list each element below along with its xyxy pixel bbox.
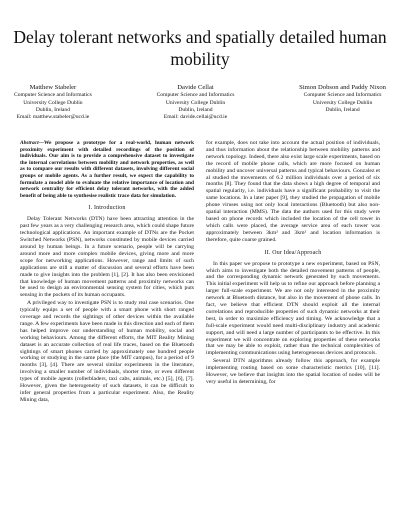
author-name: Simon Dobson and Paddy Nixon bbox=[299, 84, 386, 91]
abstract-label: Abstract bbox=[20, 140, 39, 146]
left-column bbox=[20, 140, 194, 405]
author-department: Computer Science and Informatics bbox=[303, 92, 382, 99]
paragraph: A privileged way to investigate PSN is to study real case scenarios. One typically equips a set of people with a smart phone with short ranged coverage and records the sightings of other devices within the available range. A few experiments have been made in this direction and each of them has helped improve our understanding of human mobility, social and working behaviours. Among the different efforts, the MIT Reality Mining dataset is an accurate collection of real life traces, based on the Bluetooth sightings of smart phones carried by approximately one hundred people working or studying in the same place (the MIT campus), for a period of 9 months [3], [4]. There are several similar experiments in the literature, involving a smaller number of individuals, shorter time, or even different types of mobile agents (rollerbladers, taxi cabs, animals, etc.) [5], [6], [7]. However, given the heterogeneity of such datasets, it can be difficult to infer general properties from a particular experiment. Also, the Reality Mining data, bbox=[20, 300, 194, 403]
abstract-text: —We propose a prototype for a real-world, human network proximity experiment with detailed recordings of the position of individuals. Our aim is to provide a comprehensive dataset to investigate the internal correlations between mobility and network properties, as well as to compare our results with different datasets, involving different social groups or mobile agents. As a further result, we expect the capability to formulate a model able to evaluate the relative importance of location and network centrality for efficient delay tolerant networks, with the added benefit of being able to synthesise realistic trace data for simulation. bbox=[20, 140, 194, 199]
body-columns bbox=[20, 140, 380, 512]
paragraph: In this paper we propose to prototype a new experiment, based on PSN, which aims to investigate both the detailed movement patterns of people, and the corresponding dynamic network generated by such movements. This initial experiment will help us to refine our approach before planning a larger full-scale experiment. We are not only interested in the proximity network at Bluetooth distance, but also in the movement of phone calls. In fact, we believe that efficient DTN should exploit all the internal correlations and reproducible properties of such dynamic networks at their best, in order to maximize efficiency and timing. We acknowledge that a full-scale experiment would need multi-disciplinary industry and academic support, and will need a large number of participants to be effective. In this experiment we will concentrate on exploring properties of these networks that we may be able to exploit, rather than the technical complexities of implementing communications using heterogeneous devices and protocols. bbox=[206, 260, 380, 357]
paragraph: for example, does not take into account the actual position of individuals, and thus information about the relationship between mobility patterns and network topology. Indeed, there also exist large scale experiments, based on the record of mobile phone calls, which are more focused on human mobility and uncover universal patterns and typical behaviours. Gonzalez et al studied the movements of 6.2 million individuals over a period of six months [8]. They found that the data shows a high degree of temporal and spatial regularity, i.e. individuals have a significant probability to visit the same locations. In a later paper [9], they studied the propagation of mobile phone viruses using not only local interactions (Bluetooth) but also non-spatial interaction (MMS). The data the authors used for this study were based on phone records which included the location of the cell tower in which calls were placed, the average service area of each tower was approximately between 3km² and 3km² and location information is therefore, quite coarse grained. bbox=[206, 140, 380, 243]
right-column bbox=[206, 140, 380, 387]
author-3 bbox=[299, 84, 386, 121]
author-name: Matthew Stabeler bbox=[29, 84, 77, 91]
abstract bbox=[20, 140, 194, 199]
author-city: Dublin, Ireland bbox=[178, 106, 213, 113]
author-institution: University College Dublin bbox=[23, 99, 83, 106]
paper-title: Delay tolerant networks and spatially detailed human mobility bbox=[13, 27, 387, 69]
author-city: Dublin, Ireland bbox=[35, 106, 70, 113]
author-email: Email: davide.cellai@ucd.ie bbox=[163, 114, 228, 121]
author-name: Davide Cellai bbox=[177, 84, 214, 91]
author-institution: University College Dublin bbox=[165, 99, 226, 106]
section-heading-introduction: I. Introduction bbox=[88, 205, 126, 212]
author-department: Computer Science and Informatics bbox=[156, 92, 235, 99]
author-department: Computer Science and Informatics bbox=[14, 92, 92, 99]
section-heading-approach: II. Our Idea/Approach bbox=[264, 249, 322, 256]
paragraph: Several DTN algorithms already follow this approach, for example implementing routing based on some characteristic metrics [10], [11]. However, we believe that insights into the spatial location of nodes will be very useful in determining, for bbox=[206, 358, 380, 385]
paragraph: Delay Tolerant Networks (DTN) have been attracting attention in the past few years as a very challenging research area, which could shape future technological applications. An important example of DTNs are the Pocket Switched Networks (PSN), networks constituted by mobile devices carried around by human beings. In a future scenario, people will be carrying around more and more complex mobile devices, giving more and more scope for networking applications. However, range and limits of such applications are still a matter of discussion and several efforts have been made to give insights into the problem [1], [2]. It has also been envisioned that knowledge of human movement patterns and proximity networks can be used to design an environmental sensing system for cities, which puts sensing in the pockets of its human occupants. bbox=[20, 216, 194, 299]
author-email: Email: matthew.stabeler@ucd.ie bbox=[16, 114, 90, 121]
author-1 bbox=[14, 84, 92, 121]
author-city: Dublin, Ireland bbox=[325, 106, 360, 113]
author-institution: University College Dublin bbox=[312, 99, 373, 106]
author-2 bbox=[157, 84, 235, 121]
author-block bbox=[14, 84, 386, 121]
